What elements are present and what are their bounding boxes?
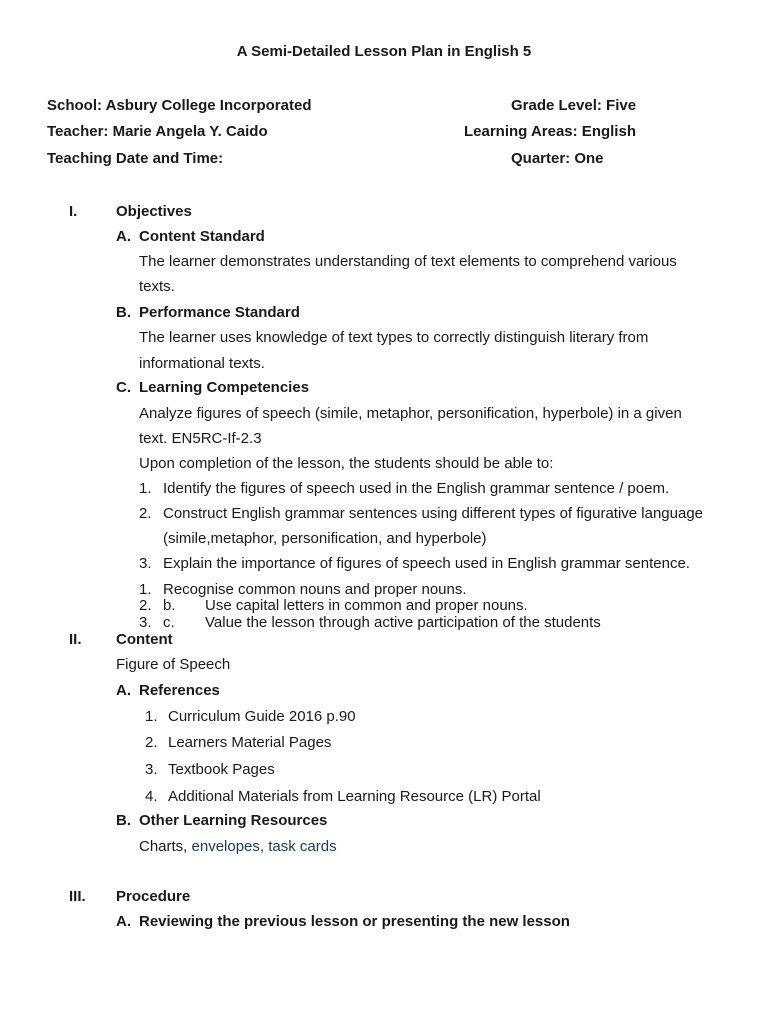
quarter-label: Quarter: One — [511, 150, 604, 167]
objective-item: Identify the figures of speech used in the English grammar sentence / poem. — [163, 480, 670, 497]
section1-b-letter: B. — [116, 304, 131, 321]
performance-standard-text-2: informational texts. — [139, 355, 265, 372]
section1-heading: Objectives — [116, 203, 192, 220]
references-heading: References — [139, 682, 220, 699]
objective-number: 1. — [139, 480, 152, 497]
reference-item: Curriculum Guide 2016 p.90 — [168, 708, 356, 725]
teaching-date-label: Teaching Date and Time: — [47, 150, 224, 167]
learning-competencies-text-2: text. EN5RC-If-2.3 — [139, 430, 262, 447]
section1-c-letter: C. — [116, 379, 131, 396]
reference-item: Learners Material Pages — [168, 734, 332, 751]
section2-a-letter: A. — [116, 682, 131, 699]
reference-number: 3. — [145, 761, 158, 778]
learning-competencies-text-1: Analyze figures of speech (simile, metaphor, personification, hyperbole) in a given — [139, 405, 682, 422]
section3-numeral: III. — [69, 888, 86, 905]
learning-competencies-text-3: Upon completion of the lesson, the students should be able to: — [139, 455, 554, 472]
document-title: A Semi-Detailed Lesson Plan in English 5 — [236, 43, 532, 60]
objective-item: Construct English grammar sentences using different types of figurative language — [163, 505, 704, 522]
section1-numeral: I. — [69, 203, 78, 220]
objective-number: 2. — [139, 505, 152, 522]
objective-sub-letter: c. — [163, 614, 175, 631]
objective-number: 3. — [139, 555, 152, 572]
learning-areas-label: Learning Areas: English — [464, 123, 636, 140]
section1-a-letter: A. — [116, 228, 131, 245]
reference-number: 2. — [145, 734, 158, 751]
teacher-label: Teacher: Marie Angela Y. Caido — [47, 123, 268, 140]
reference-item: Additional Materials from Learning Resource (LR) Portal — [168, 788, 541, 805]
performance-standard-text-1: The learner uses knowledge of text types to correctly distinguish literary from — [139, 329, 649, 346]
other-resources-text — [139, 838, 337, 856]
objective-item: Use capital letters in common and proper nouns. — [205, 597, 528, 614]
reference-number: 1. — [145, 708, 158, 725]
section2-heading: Content — [116, 631, 173, 648]
reference-item: Textbook Pages — [168, 761, 275, 778]
objective-number: 1. — [139, 581, 152, 598]
objective-item: Value the lesson through active participation of the students — [205, 614, 601, 631]
content-standard-heading: Content Standard — [139, 228, 265, 245]
content-standard-text-2: texts. — [139, 278, 175, 295]
other-resources-blue: envelopes, task cards — [191, 838, 337, 855]
reference-number: 4. — [145, 788, 158, 805]
section2-numeral: II. — [69, 631, 82, 648]
section3-heading: Procedure — [116, 888, 191, 905]
other-resources-plain: Charts, — [139, 838, 192, 855]
content-standard-text-1: The learner demonstrates understanding of text elements to comprehend various — [139, 253, 677, 270]
objective-item: Explain the importance of figures of speech used in English grammar sentence. — [163, 555, 690, 572]
learning-competencies-heading: Learning Competencies — [139, 379, 310, 396]
section2-b-letter: B. — [116, 812, 131, 829]
content-topic: Figure of Speech — [116, 656, 231, 673]
objective-item: Recognise common nouns and proper nouns. — [163, 581, 467, 598]
school-label: School: Asbury College Incorporated — [47, 97, 312, 114]
section3-a-letter: A. — [116, 913, 131, 930]
objective-item-continuation: (simile,metaphor, personification, and hyperbole) — [163, 530, 487, 547]
objective-number: 3. — [139, 614, 152, 631]
reviewing-lesson-heading: Reviewing the previous lesson or presenting the new lesson — [139, 913, 570, 930]
objective-sub-letter: b. — [163, 597, 176, 614]
performance-standard-heading: Performance Standard — [139, 304, 300, 321]
objective-number: 2. — [139, 597, 152, 614]
other-resources-heading: Other Learning Resources — [139, 812, 328, 829]
grade-level-label: Grade Level: Five — [511, 97, 637, 114]
